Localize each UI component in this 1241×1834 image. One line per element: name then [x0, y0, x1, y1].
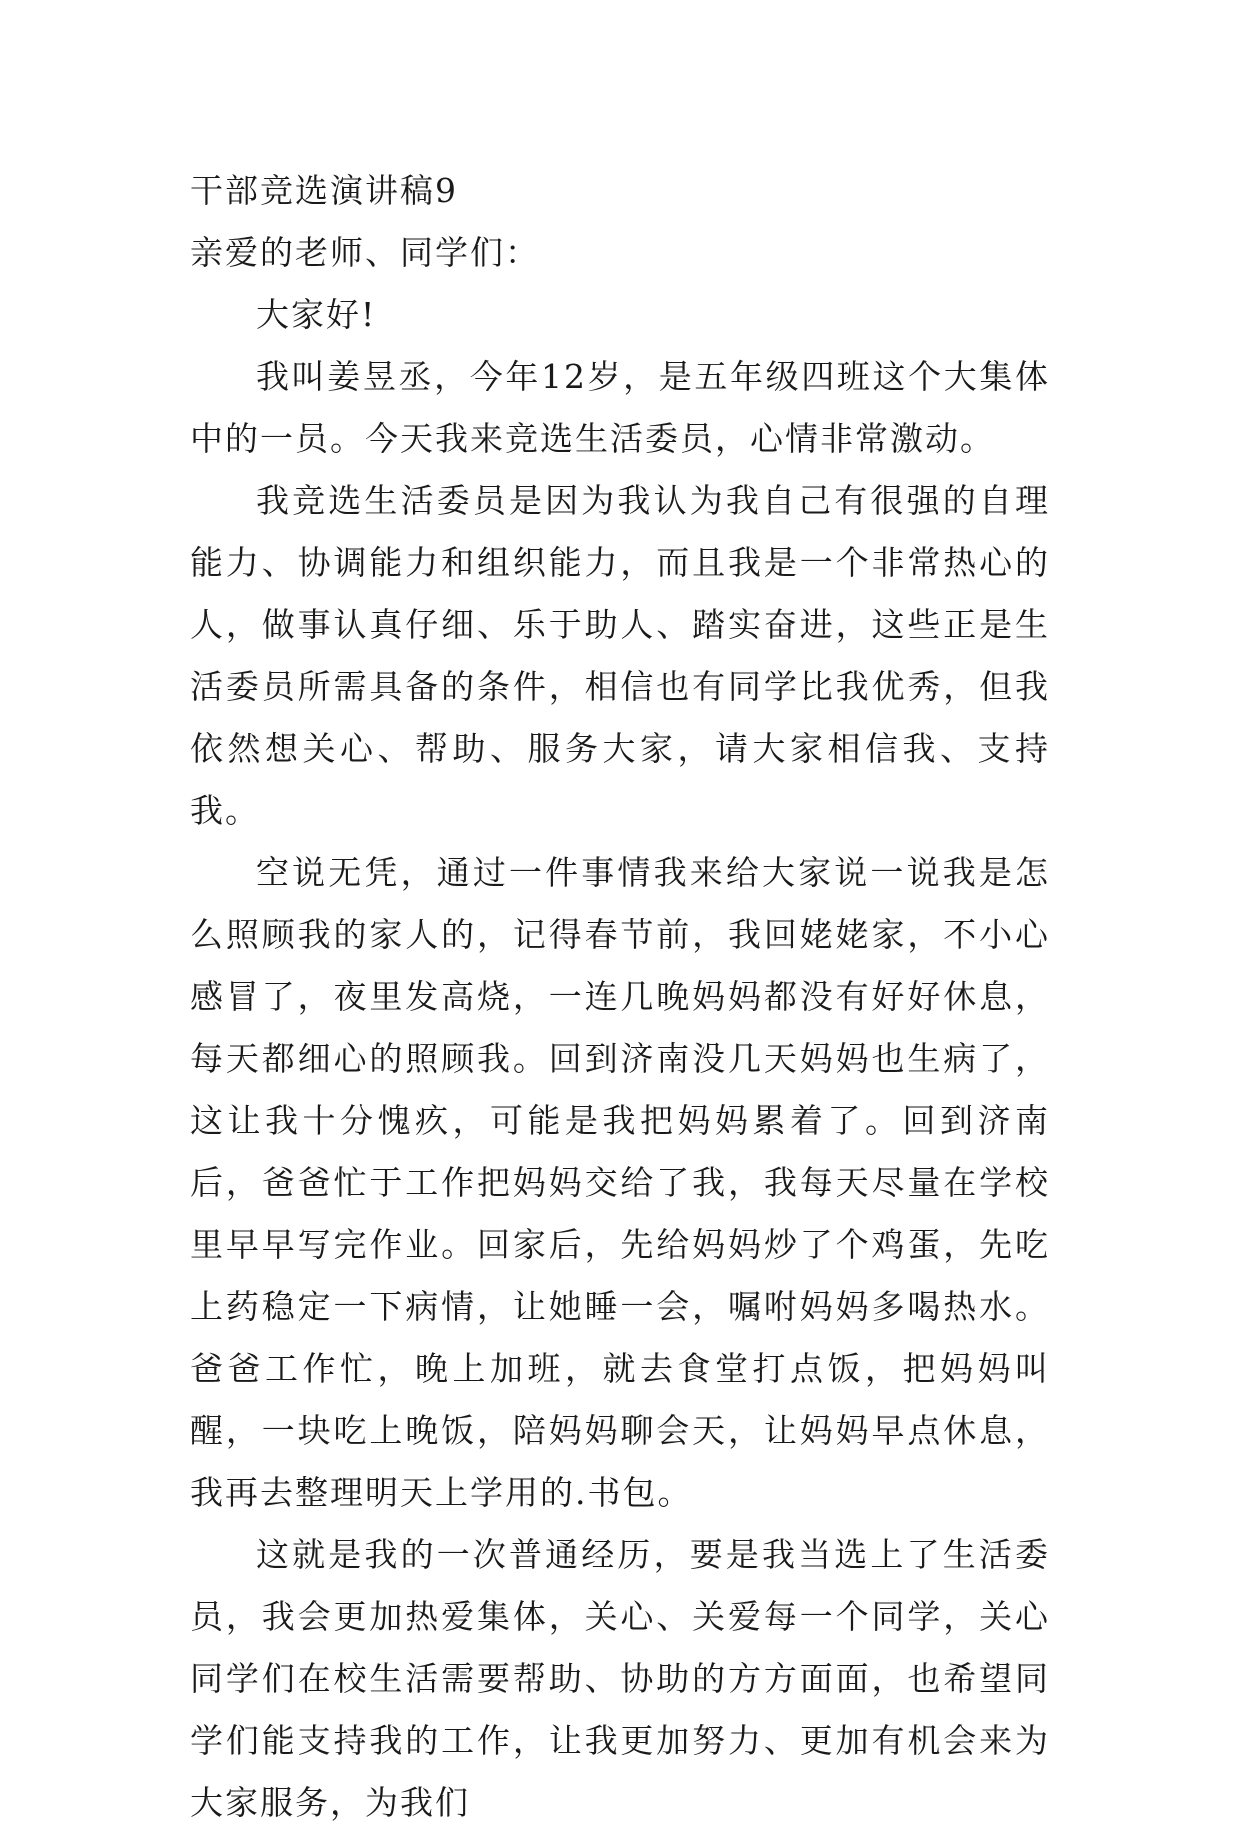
document-title: 干部竞选演讲稿9	[190, 171, 458, 210]
paragraph-story: 空说无凭，通过一件事情我来给大家说一说我是怎么照顾我的家人的，记得春节前，我回姥姥家，不小心感冒了，夜里发高烧，一连几晚妈妈都没有好好休息，每天都细心的照顾我。回到济南没几天妈妈也生病了，这让我十分愧疚，可能是我把妈妈累着了。回到济南后，爸爸忙于工作把妈妈交给了我，我每天尽量在学校里早早写完作业。回家后，先给妈妈炒了个鸡蛋，先吃上药稳定一下病情，让她睡一会，嘱咐妈妈多喝热水。爸爸工作忙，晚上加班，就去食堂打点饭，把妈妈叫醒，一块吃上晚饭，陪妈妈聊会天，让妈妈早点休息，我再去整理明天上学用的.书包。	[190, 853, 1050, 1512]
paragraph-greeting: 大家好!	[256, 295, 377, 334]
paragraph-introduction: 我叫姜昱丞，今年12岁，是五年级四班这个大集体中的一员。今天我来竞选生活委员，心情非常激动。	[190, 357, 1050, 458]
salutation: 亲爱的老师、同学们：	[190, 233, 540, 272]
document-body	[190, 160, 1050, 1834]
paragraph-reasons: 我竞选生活委员是因为我认为我自己有很强的自理能力、协调能力和组织能力，而且我是一个非常热心的人，做事认真仔细、乐于助人、踏实奋进，这些正是生活委员所需具备的条件，相信也有同学比我优秀，但我依然想关心、帮助、服务大家，请大家相信我、支持我。	[190, 481, 1050, 830]
paragraph-pledge: 这就是我的一次普通经历，要是我当选上了生活委员，我会更加热爱集体，关心、关爱每一个同学，关心同学们在校生活需要帮助、协助的方方面面，也希望同学们能支持我的工作，让我更加努力、更加有机会来为大家服务，为我们	[190, 1535, 1050, 1822]
